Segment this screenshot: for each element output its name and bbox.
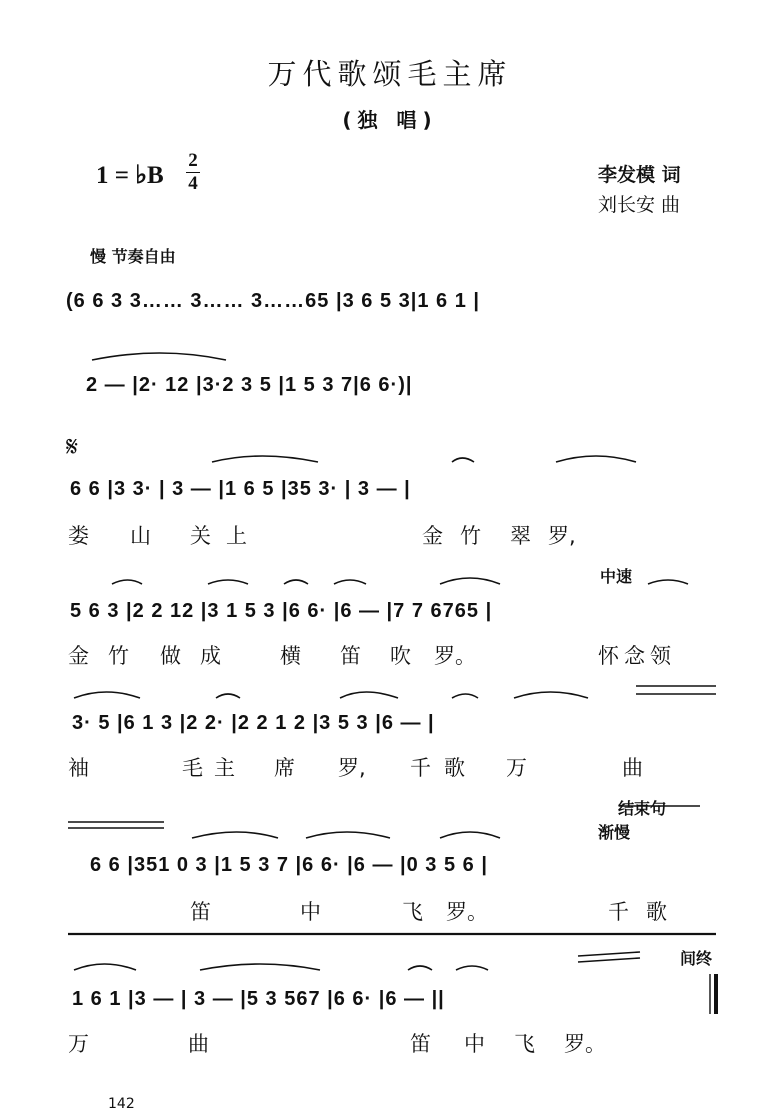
lyric-word: 主 xyxy=(214,756,235,780)
slur xyxy=(334,580,366,584)
key-signature: 1 = ♭B xyxy=(96,162,164,189)
lyric-word: 千 xyxy=(608,900,629,924)
lyric-word: 领 xyxy=(650,644,671,668)
tempo-marking-mid: 中速 xyxy=(600,567,633,586)
slur xyxy=(306,832,390,838)
lyric-word: 吹 xyxy=(390,644,411,668)
tempo-marking-intro: 慢 节奏自由 xyxy=(90,247,176,266)
song-title: 万代歌颂毛主席 xyxy=(267,57,513,91)
notation-line-1: (6 6 3 3…… 3…… 3……65 |3 6 5 3|1 6 1 | xyxy=(66,290,480,312)
slur xyxy=(212,456,318,462)
lyric-word: 千 xyxy=(410,756,431,780)
lyric-word: 金 xyxy=(68,644,89,668)
lyric-word: 横 xyxy=(280,644,301,668)
slur xyxy=(452,694,478,698)
lyric-word: 罗, xyxy=(548,524,576,548)
slur xyxy=(452,458,474,462)
slur xyxy=(440,578,500,584)
lyric-word: 曲 xyxy=(622,756,643,780)
slur xyxy=(440,832,500,838)
lyric-word: 袖 xyxy=(68,756,89,780)
lyric-word: 笛 xyxy=(410,1032,431,1056)
lyric-word: 翠 xyxy=(510,524,531,548)
lyric-word: 歌 xyxy=(444,756,465,780)
time-signature-bottom: 4 xyxy=(188,173,198,194)
lyric-word: 罗。 xyxy=(564,1032,606,1056)
lyric-word: 歌 xyxy=(646,900,667,924)
tie-line xyxy=(68,822,164,828)
notation-line-3: 6 6 |3 3· | 3 — |1 6 5 |35 3· | 3 — | xyxy=(70,478,411,500)
ritardando-marking: 渐慢 xyxy=(598,823,631,842)
slur xyxy=(74,692,140,698)
lyric-word: 中 xyxy=(464,1032,485,1056)
tie-line xyxy=(578,952,640,962)
lyric-word: 万 xyxy=(68,1032,89,1056)
slur xyxy=(648,580,688,584)
tie-line xyxy=(636,686,716,694)
fine-marking: 间终 xyxy=(680,949,713,968)
slur xyxy=(340,692,398,698)
slur xyxy=(192,832,278,838)
lyric-word: 罗, xyxy=(338,756,366,780)
slur xyxy=(456,966,488,970)
notation-line-5: 3· 5 |6 1 3 |2 2· |2 2 1 2 |3 5 3 |6 — | xyxy=(72,712,435,734)
notation-line-4: 5 6 3 |2 2 12 |3 1 5 3 |6 6· |6 — |7 7 6765 | xyxy=(70,600,493,622)
lyric-word: 娄 xyxy=(68,524,89,548)
page-number: 142 xyxy=(108,1096,135,1112)
lyric-word: 做 xyxy=(160,644,181,668)
lyric-word: 念 xyxy=(624,644,645,668)
lyric-word: 席 xyxy=(274,756,295,780)
segno-sign: 𝄋 xyxy=(66,430,79,463)
slur xyxy=(216,694,240,698)
slur xyxy=(556,456,636,462)
lyric-word: 上 xyxy=(226,524,247,548)
lyric-word: 山 xyxy=(130,524,151,548)
slur xyxy=(408,966,432,970)
notation-line-6: 6 6 |351 0 3 |1 5 3 7 |6 6· |6 — |0 3 5 6 | xyxy=(90,854,488,876)
song-subtitle: (独 唱) xyxy=(342,108,438,132)
lyric-word: 飞 xyxy=(514,1032,535,1056)
lyric-word: 罗。 xyxy=(446,900,488,924)
lyric-word: 曲 xyxy=(188,1032,209,1056)
lyricist-credit: 李发模 词 xyxy=(598,164,681,186)
lyric-word: 罗。 xyxy=(434,644,476,668)
lyric-word: 中 xyxy=(300,900,321,924)
lyric-word: 成 xyxy=(200,644,221,668)
lyric-word: 怀 xyxy=(598,644,619,668)
lyric-word: 飞 xyxy=(402,900,423,924)
slur xyxy=(112,580,142,584)
slur xyxy=(74,964,136,970)
lyric-word: 万 xyxy=(506,756,527,780)
lyric-word: 竹 xyxy=(108,644,129,668)
notation-line-2: 2 — |2· 12 |3·2 3 5 |1 5 3 7|6 6·)| xyxy=(86,374,413,396)
ending-phrase-marking: 结束句 xyxy=(618,799,667,818)
lyric-word: 毛 xyxy=(182,756,203,780)
lyric-word: 关 xyxy=(190,524,211,548)
lyric-word: 金 xyxy=(422,524,443,548)
slur xyxy=(208,580,248,584)
slur xyxy=(92,353,226,360)
slur xyxy=(514,692,588,698)
lyric-word: 竹 xyxy=(460,524,481,548)
lyric-word: 笛 xyxy=(340,644,361,668)
time-signature-top: 2 xyxy=(188,150,198,171)
slur xyxy=(200,964,320,970)
lyric-word: 笛 xyxy=(190,900,211,924)
slur xyxy=(284,580,308,584)
notation-line-7: 1 6 1 |3 — | 3 — |5 3 567 |6 6· |6 — || xyxy=(72,988,445,1010)
composer-credit: 刘长安 曲 xyxy=(598,194,681,216)
